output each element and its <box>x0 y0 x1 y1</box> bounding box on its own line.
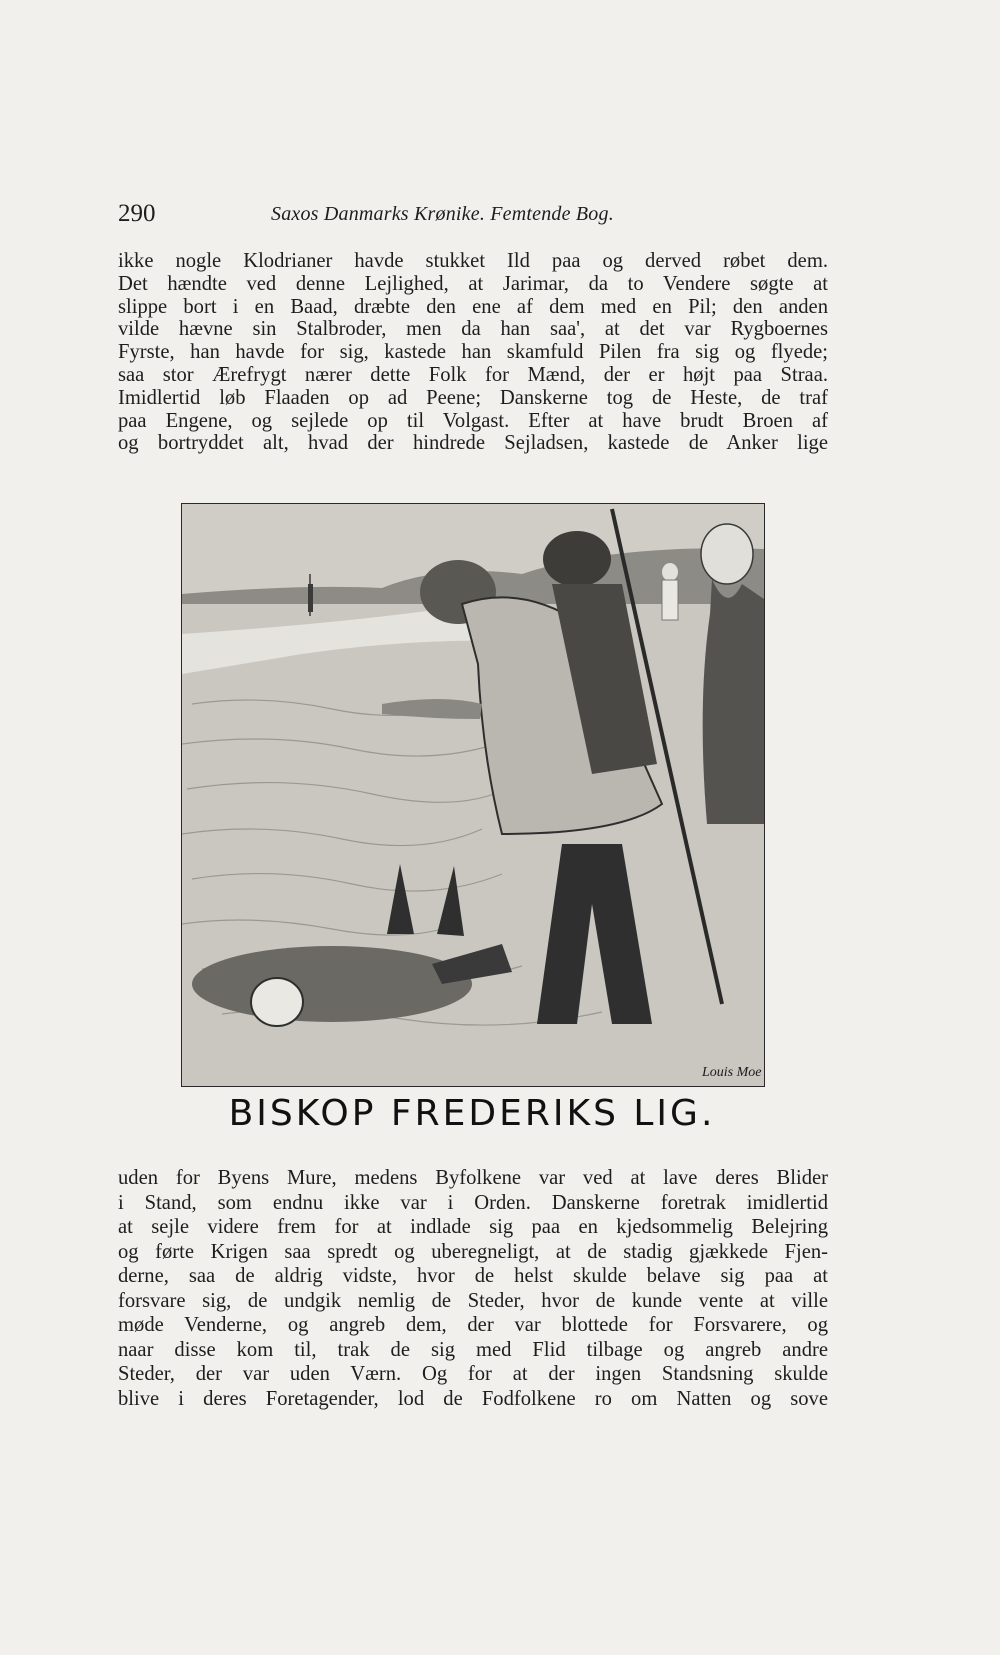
text-line: Fyrste, han havde for sig, kastede han skamfuld Pilen fra sig og flyede; <box>118 341 828 364</box>
text-line: forsvare sig, de undgik nemlig de Steder, hvor de kunde vente at ville <box>118 1289 828 1312</box>
illustration <box>181 503 765 1087</box>
illustration-caption: BISKOP FREDERIKS LIG. <box>228 1093 716 1134</box>
body-text-bottom <box>118 1166 828 1411</box>
artist-signature: Louis Moe <box>702 1065 762 1080</box>
page-header <box>118 200 828 230</box>
text-line: Imidlertid løb Flaaden op ad Peene; Danskerne tog de Heste, de traf <box>118 386 828 409</box>
page-number: 290 <box>118 200 156 227</box>
text-line: og førte Krigen saa spredt og uberegneligt, at de stadig gjækkede Fjen- <box>118 1240 828 1263</box>
text-line: derne, saa de aldrig vidste, hvor de helst skulde belave sig paa at <box>118 1265 828 1287</box>
text-line: i Stand, som endnu ikke var i Orden. Danskerne foretrak imidlertid <box>118 1191 828 1214</box>
text-line: uden for Byens Mure, medens Byfolkene var ved at lave deres Blider <box>118 1167 828 1189</box>
running-title: Saxos Danmarks Krønike. Femtende Bog. <box>271 203 614 225</box>
body-text-top <box>118 250 828 455</box>
text-line: ikke nogle Klodrianer havde stukket Ild paa og derved røbet dem. <box>118 250 828 272</box>
text-line: møde Venderne, og angreb dem, der var blottede for Forsvarere, og <box>118 1314 828 1336</box>
text-line: slippe bort i en Baad, dræbte den ene af dem med en Pil; den anden <box>118 295 828 318</box>
text-line: blive i deres Foretagender, lod de Fodfolkene ro om Natten og sove <box>118 1387 828 1410</box>
text-line: og bortryddet alt, hvad der hindrede Sejladsen, kastede de Anker lige <box>118 432 828 455</box>
text-line: vilde hævne sin Stalbroder, men da han saa', at det var Rygboernes <box>118 318 828 341</box>
text-line: naar disse kom til, trak de sig med Flid tilbage og angreb andre <box>118 1338 828 1361</box>
text-line: Det hændte ved denne Lejlighed, at Jarimar, da to Vendere søgte at <box>118 272 828 295</box>
illustration-drawing <box>182 504 764 1086</box>
text-line: at sejle videre frem for at indlade sig paa en kjedsommelig Belejring <box>118 1216 828 1238</box>
text-line: Steder, der var uden Værn. Og for at der ingen Standsning skulde <box>118 1363 828 1385</box>
text-line: paa Engene, og sejlede op til Volgast. Efter at have brudt Broen af <box>118 409 828 432</box>
text-line: saa stor Ærefrygt nærer dette Folk for Mænd, der er højt paa Straa. <box>118 363 828 386</box>
